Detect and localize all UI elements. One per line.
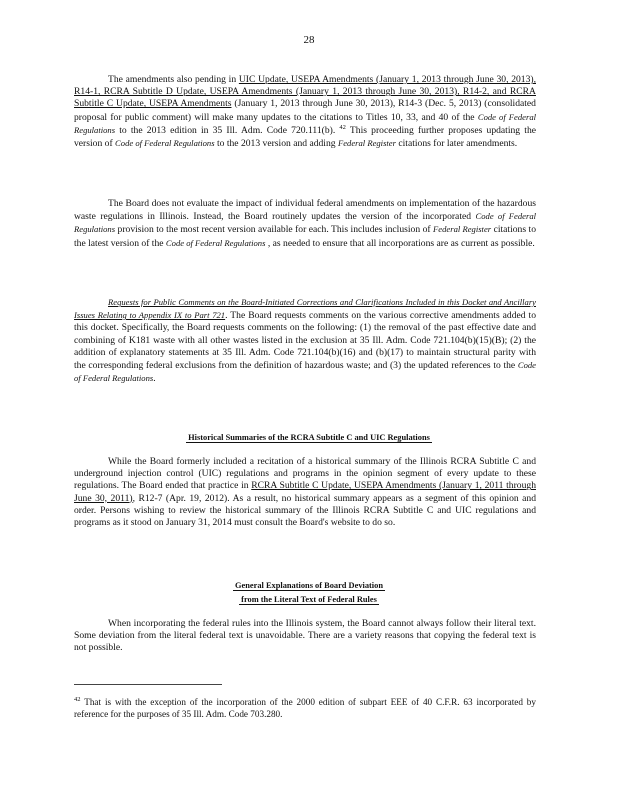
text: to the 2013 version and adding	[216, 138, 336, 150]
heading-general-explanations-line2: from the Literal Text of Federal Rules	[241, 595, 377, 604]
paragraph-deviation: When incorporating the federal rules into the Illinois system, the Board cannot always follow their literal text. Some deviation from the literal federal text is unavoidable. There are a variety reasons that copying the federal text is not possible.	[74, 618, 536, 654]
footnote-marker: 42	[339, 123, 346, 131]
cfr-citation: Code of Federal Regulations	[115, 138, 215, 149]
text: citations for later amendments.	[398, 138, 518, 150]
footnote	[74, 696, 536, 720]
paragraph-historical	[74, 456, 536, 529]
text: citations to the latest version of the	[74, 224, 537, 249]
text: provision to the most recent version available for each. This includes inclusion of	[117, 224, 431, 236]
page-number: 28	[303, 34, 315, 46]
text: While the Board formerly included a recitation of a historical summary of the Illinois RCRA Subtitle C and underground injection control (UIC) regulations and programs in the opinion segment of every update to these regulations. The Board ended that practice in	[74, 456, 536, 492]
footnote-divider	[74, 684, 222, 685]
docket-reference: UIC Update, USEPA Amendments (January 1, 2013 through June 30, 2013), R14-1, RCRA Subtitle D Update, USEPA Amendments (January 1, 2013 through June 30, 2013), R14-2, and RCRA Subtitle C Update, USEPA Amendments	[74, 74, 536, 110]
text: , as needed to ensure that all incorporations are as current as possible.	[267, 237, 535, 249]
cfr-citation: Code of Federal Regulations	[74, 211, 537, 235]
paragraph-board-evaluation	[74, 198, 536, 250]
paragraph-amendments	[74, 74, 536, 150]
section-heading: Requests for Public Comments on the Board-Initiated Corrections and Clarifications Included in this Docket and Ancillary Issues Relating to Appendix IX to Part 721	[74, 297, 536, 321]
text: .	[153, 373, 156, 385]
footnote-text: That is with the exception of the incorporation of the 2000 edition of subpart EEE of 40 C.F.R. 63 incorporated by reference for the purposes of 35 Ill. Adm. Code 703.280.	[74, 697, 536, 720]
heading-general-explanations-line1: General Explanations of Board Deviation	[235, 581, 383, 590]
cfr-citation: Code of Federal Regulations	[165, 237, 266, 248]
federal-register-citation: Federal Register	[433, 224, 492, 235]
text: , R12-7 (Apr. 19, 2012). As a result, no historical summary appears as a segment of this opinion and order. Persons wishing to review the historical summary of the Illinois RCRA Subtitle C and UIC regulations and programs as it stood on January 31, 2014 must consult the Board's website to do so.	[74, 492, 537, 529]
text: The Board does not evaluate the impact of individual federal amendments on implementation of the hazardous waste regulations in Illinois. Instead, the Board routinely updates the version of the incorporated	[74, 198, 536, 223]
docket-reference: RCRA Subtitle C Update, USEPA Amendments (January 1, 2011 through June 30, 2011)	[74, 480, 536, 504]
federal-register-citation: Federal Register	[337, 138, 396, 149]
text: (January 1, 2013 through June 30, 2013), R14-3 (Dec. 5, 2013) (consolidated proposal for public comment) will make many updates to the citations to Titles 10, 33, and 40 of the	[74, 98, 536, 123]
cfr-citation: Code of Federal Regulations	[74, 111, 536, 135]
cfr-citation: Code of Federal Regulations	[74, 360, 536, 384]
heading-historical-summaries: Historical Summaries of the RCRA Subtitle C and UIC Regulations	[188, 433, 430, 442]
footnote-number: 42	[74, 696, 81, 703]
paragraph-public-comments	[74, 296, 536, 385]
text: . The Board requests comments on the various corrective amendments added to this docket. Specifically, the Board requests comments on the following: (1) the removal of the past effective date and combining of K181 waste with all other wastes listed in the exclusion at 35 Ill. Adm. Code 721.104(b)(15)(B); (2) the addition of explanatory statements at 35 Ill. Adm. Code 721.104(b)(16) and (b)(17) to maintain structural parity with the corresponding federal exclusions from the definition of hazardous waste; and (3) the updated references to the	[74, 310, 536, 372]
text: This proceeding further proposes updating the version of	[74, 124, 536, 150]
text: The amendments also pending in	[108, 74, 237, 85]
text: to the 2013 edition in 35 Ill. Adm. Code 720.111(b).	[119, 124, 336, 136]
